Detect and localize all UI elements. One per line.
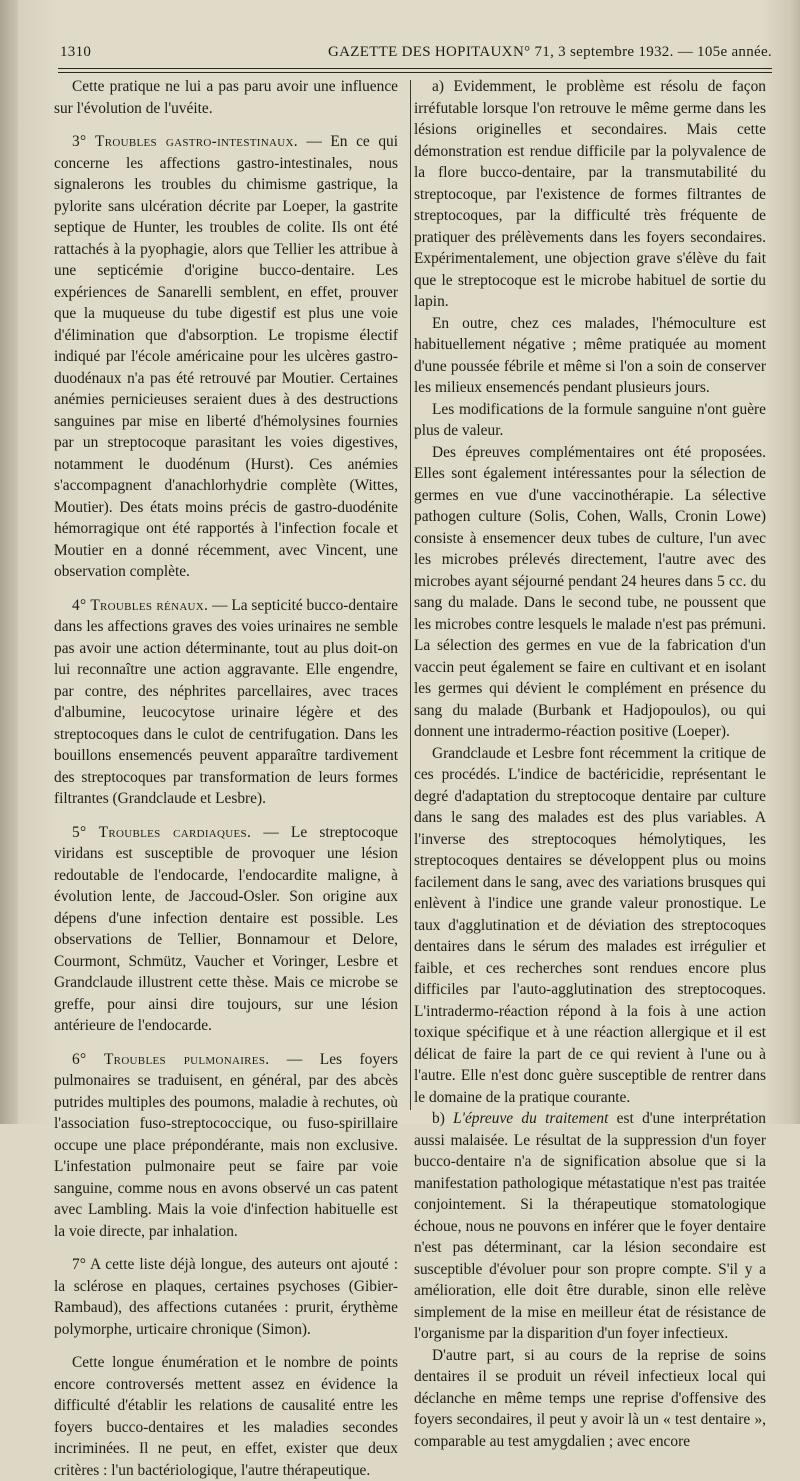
section-cardiac [54, 822, 398, 1037]
section-other-affections: 7° A cette liste déjà longue, des auteurs ont ajouté : la sclérose en plaques, certaines psychoses (Gibier-Rambaud), des affections cutanées : prurit, érythème polymorphe, urticaire chronique (Simon). [54, 1256, 398, 1338]
italic-heading: L'épreuve du traitement [453, 1110, 609, 1127]
section-body: — Les foyers pulmonaires se traduisent, en général, par des abcès putrides multiples des poumons, maladie à rechutes, où l'association fuso-streptococcique, ou fuso-spirillaire occupe une place prépondérante, mais non exclusive. L'infestation pulmonaire peut se faire par voie sanguine, comme nous en avons observé un cas patent avec Lambling. Mais la voie d'infection habituelle est la voie directe, par inhalation. [54, 1050, 398, 1240]
page-binding-edge [0, 0, 18, 1124]
right-column [414, 76, 766, 1452]
section-body: — La septicité bucco-dentaire dans les affections graves des voies urinaires ne semble pas avoir une action déterminante, tout au plus doit-on lui reconnaître une action aggravante. Elle engendre, par contre, des néphrites parcellaires, avec traces d'albumine, leucocytose urinaire légère et des streptocoques dans le culot de centrifugation. Dans les bouillons ensemencés peuvent apparaître tardivement des streptocoques par transformation de leurs formes filtrantes (Grandclaude et Lesbre). [54, 596, 398, 807]
left-column [54, 76, 398, 1481]
paragraph-blood-formula: Les modifications de la formule sanguine n'ont guère plus de valeur. [414, 400, 766, 439]
section-heading: 4° Troubles rénaux. [72, 596, 209, 614]
issue-date: N° 71, 3 septembre 1932. — 105e année. [512, 44, 772, 60]
running-header [60, 44, 772, 66]
section-body: — En ce qui concerne les affections gastro-intestinales, nous signalerons les troubles du chimisme gastrique, la pylorite sans ulcération décrite par Loeper, la gastrite septique de Hunter, les troubles de colite. Ils ont été rattachés à la pyophagie, alors que Tellier les attribue à une septicémie d'origine bucco-dentaire. Les expériences de Sanarelli semblent, en effet, prouver que la muqueuse du tube digestif est plus une voie d'élimination que d'absorption. Le tropisme électif indiqué par l'école américaine pour les ulcères gastro-duodénaux n'a pas été retrouvé par Moutier. Certaines anémies pernicieuses seraient dues à des destructions sanguines par mise en liberté d'hémolysines fournies par un streptocoque parasitant les voies digestives, notamment le duodénum (Hurst). Ces anémies s'accompagnent d'anachlorhydrie complète (Wittes, Moutier). Des états moins précis de gastro-duodénite hémorragique ont été rapportés à l'infection focale et Moutier en a donné récemment, avec Vincent, une observation complète. [54, 133, 398, 580]
section-pulmonary [54, 1049, 398, 1243]
paragraph-uveite: Cette pratique ne lui a pas paru avoir une influence sur l'évolution de l'uvéite. [54, 78, 398, 117]
column-divider [410, 80, 411, 1110]
header-rule-thick [58, 68, 772, 69]
paragraph-hemoculture: En outre, chez ces malades, l'hémoculture est habituellement négative ; même pratiquée au moment d'une poussée fébrile et même si l'on a soin de conserver les milieux ensemencés pendant plusieurs jours. [414, 314, 766, 396]
list-marker: b) [432, 1110, 454, 1127]
paragraph-body: est d'une interprétation aussi malaisée. Le résultat de la suppression d'un foyer bucco-dentaire n'a de signification absolue que si la manifestation pathologique métastatique n'est pas traitée conjointement. Si la thérapeutique stomatologique échoue, nous ne pouvons en inférer que le foyer dentaire n'est pas déterminant, car la lésion secondaire est susceptible d'évoluer pour son propre compte. S'il y a amélioration, elle doit être durable, sinon elle relève simplement de la mise en meilleur état de résistance de l'organisme par la disparition d'un foyer infectieux. [414, 1110, 766, 1342]
journal-title: GAZETTE DES HOPITAUX [328, 44, 513, 60]
paragraph-critique: Grandclaude et Lesbre font récemment la critique de ces procédés. L'indice de bactéricidie, représentant le degré d'adaptation du streptocoque dentaire par culture dans le sang des malades est des plus variables. A l'inverse des streptocoques hémolytiques, les streptocoques dentaires se développent plus ou moins facilement dans le sang, avec des variations brusques qui enlèvent à l'indice une grande valeur pronostique. Le taux d'agglutination et de déviation des streptocoques dentaires dans le sérum des malades est irrégulier et faible, et ces recherches sont rendues encore plus difficiles par l'auto-agglutination des streptocoques. L'intradermo-réaction répond à la fois à une action toxique spécifique et à une réaction allergique et il est délicat de faire la part de ce qui revient à l'une ou à l'autre. Elle n'est donc guère susceptible de rentrer dans le domaine de la pratique courante. [414, 744, 766, 1106]
page-number: 1310 [60, 44, 92, 60]
section-heading: 3° Troubles gastro-intestinaux. [72, 133, 298, 150]
header-rule-thin [58, 72, 772, 73]
paragraph-criteria: Cette longue énumération et le nombre de points encore controversés mettent assez en évidence la difficulté d'établir les relations de causalité entre les foyers bucco-dentaires et les maladies secondes incriminées. Il ne peut, en effet, exister que deux critères : l'un bactériologique, l'autre thérapeutique. [54, 1354, 398, 1479]
paragraph-dental-test: D'autre part, si au cours de la reprise de soins dentaires il se produit un réveil infectieux local qui déclanche en même temps une reprise d'offensive des foyers secondaires, il peut y avoir là un « test dentaire », comparable au test amygdalien ; avec encore [414, 1346, 766, 1450]
section-gastro-intestinal [54, 131, 398, 583]
paragraph-bacteriological: a) Evidemment, le problème est résolu de façon irréfutable lorsque l'on retrouve le même germe dans les lésions originelles et secondaires. Mais cette démonstration est rendue difficile par la polyvalence de la flore bucco-dentaire, par la transmutabilité du streptocoque, par l'existence de formes filtrantes de streptocoques, par la difficulté très fréquente de pratiquer des prélèvements dans les foyers secondaires. Expérimentalement, une objection grave s'élève du fait que le streptocoque est le microbe habituel de sortie du lapin. [414, 78, 766, 310]
section-heading: 5° Troubles cardiaques. [72, 823, 252, 841]
section-heading: 6° Troubles pulmonaires. [72, 1050, 270, 1068]
paragraph-complementary-tests: Des épreuves complémentaires ont été proposées. Elles sont également intéressantes pour la sélection de germes en vue d'une vaccinothérapie. La sélective pathogen culture (Solis, Cohen, Walls, Cronin Lowe) consiste à ensemencer deux tubes de culture, l'un avec les microbes prélevés directement, l'autre avec des microbes ayant séjourné pendant 24 heures dans 5 cc. du sang du malade. Dans le second tube, ne poussent que les microbes contre lesquels le malade n'est pas prémuni. La sélection des germes en vue de la fabrication d'un vaccin peut également se faire en cultivant et en isolant les germes qui dévient le complément en présence du sang du malade (Burbank et Hadjopoulos), ou qui donnent une intradermo-réaction positive (Loeper). [414, 443, 766, 740]
section-renal [54, 595, 398, 810]
section-body: — Le streptocoque viridans est susceptible de provoquer une lésion redoutable de l'endocarde, l'endocardite maligne, à évolution lente, de Jaccoud-Osler. Son origine aux dépens d'une infection dentaire est possible. Les observations de Tellier, Bonnamour et Delore, Courmont, Schmütz, Vaucher et Voringer, Lesbre et Grandclaude illustrent cette thèse. Mais ce microbe se greffe, pour ainsi dire toujours, sur une lésion antérieure de l'endocarde. [54, 823, 398, 1034]
paragraph-treatment-test [414, 1108, 766, 1345]
